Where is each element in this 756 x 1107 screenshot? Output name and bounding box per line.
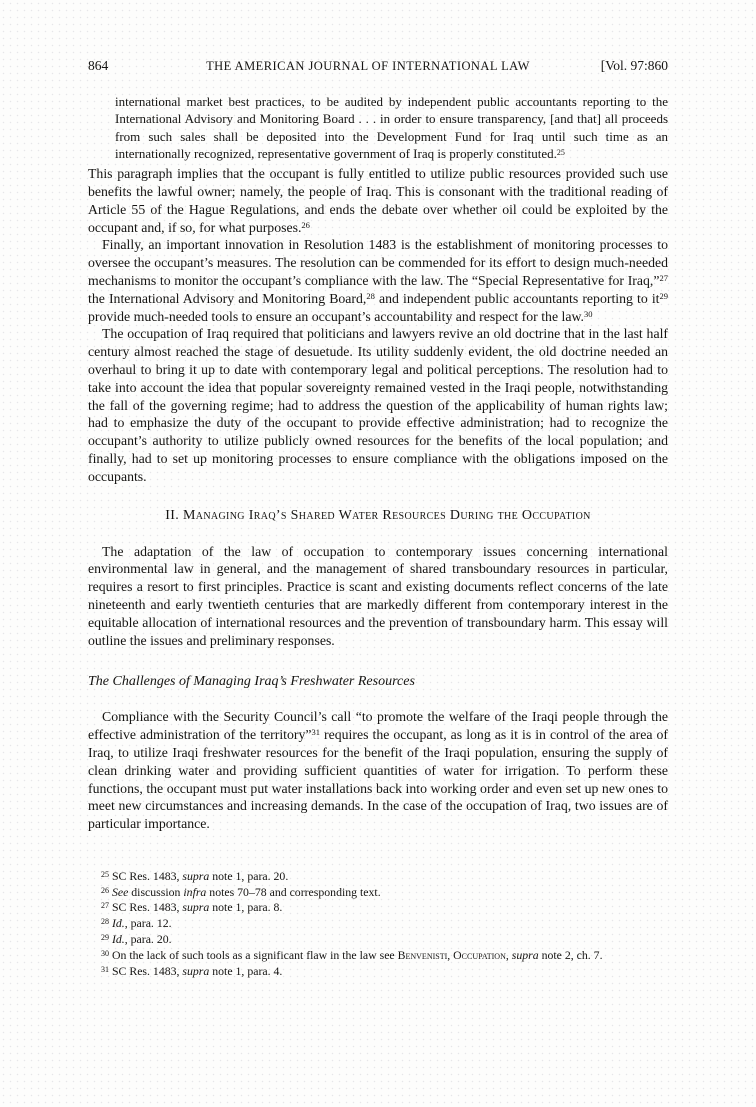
paragraph-compliance-water: Compliance with the Security Council’s call “to promote the welfare of the Iraqi people through the effective administration of the territory”$^{31}$ requires the occupant, as long as it is in control of the area of Iraq, to utilize Iraqi freshwater resources for the benefit of the Iraqi population, ensuring the supply of clean drinking water and providing sufficient quantities of water for irrigation. To perform these functions, the occupant must put water installations back into working order and even set up new ones to meet new circumstances and increasing demands. In the case of the occupation of Iraq, two issues are of particular importance. — [88, 709, 668, 832]
section-heading: II. Managing Iraq’s Shared Water Resources During the Occupation — [165, 507, 591, 523]
footnote-25: $^{25}$ SC Res. 1483, supra note 1, para. 20. — [101, 868, 289, 883]
subsection-heading: The Challenges of Managing Iraq’s Freshwater Resources — [88, 674, 415, 690]
footnote-28: $^{28}$ Id., para. 12. — [101, 916, 172, 931]
paragraph-occupation-doctrine: The occupation of Iraq required that politicians and lawyers revive an old doctrine that in the last half century almost reached the stage of desuetude. Its utility suddenly evident, the old doctrine needed an overhaul to bring it up to date with contemporary legal and political perceptions. The resolution had to take into account the idea that popular sovereignty remained vested in the Iraqi people, notwithstanding the fall of the governing regime; had to address the question of the applicability of human rights law; had to emphasize the duty of the occupant to provide effective administration; had to recognize the occupant’s authority to utilize publicly owned resources for the benefits of the local population; and finally, had to set up monitoring processes to ensure compliance with the obligations imposed on the occupants. — [88, 326, 668, 484]
footnote-30: $^{30}$ On the lack of such tools as a significant flaw in the law see Benvenisti, Occupation, supra note 2, ch. 7. — [101, 947, 603, 962]
block-quote: international market best practices, to be audited by independent public accountants reporting to the International Advisory and Monitoring Board . . . in order to ensure transparency, [and that] all proceeds from such sales shall be deposited into the Development Fund for Iraq until such time as an internationally recognized, representative government of Iraq is properly constituted.$^{25}$ — [115, 94, 668, 161]
volume-reference: [Vol. 97:860 — [600, 58, 668, 73]
paragraph-law-adaptation: The adaptation of the law of occupation to contemporary issues concerning international environmental law in general, and the management of shared transboundary resources in particular, requires a resort to first principles. Practice is scant and existing documents reflect concerns of the late nineteenth and early twentieth centuries that are markedly different from contemporary interest in the equitable allocation of international resources and the prevention of transboundary harm. This essay will outline the issues and preliminary responses. — [88, 543, 668, 648]
paragraph-monitoring-innovation: Finally, an important innovation in Resolution 1483 is the establishment of monitoring processes to oversee the occupant’s measures. The resolution can be commended for its effort to design much-needed mechanisms to monitor the occupant’s compliance with the law. The “Special Representative for Iraq,”$^{27}$ the International Advisory and Monitoring Board,$^{28}$ and independent public accountants reporting to $it^{29}$ provide much-needed tools to ensure an occupant’s accountability and respect for the law.$^{30}$ — [88, 237, 668, 324]
page-header — [88, 58, 668, 74]
footnotes-section — [88, 869, 668, 980]
footnote-27: $^{27}$ SC Res. 1483, supra note 1, para. 8. — [101, 900, 283, 915]
footnote-31: $^{31}$ SC Res. 1483, supra note 1, para. 4. — [101, 963, 283, 978]
footnote-26: $^{26}$ See discussion infra notes 70–78 and corresponding text. — [101, 884, 381, 899]
paragraph-resolution-implication: This paragraph implies that the occupant is fully entitled to utilize public resources provided such use benefits the lawful owner; namely, the people of Iraq. This is consonant with the traditional reading of Article 55 of the Hague Regulations, and ends the debate over whether oil could be exploited by the occupant and, if so, for what purposes.$^{26}$ — [88, 166, 668, 235]
page-number: 864 — [88, 58, 109, 73]
journal-title: THE AMERICAN JOURNAL OF INTERNATIONAL LAW — [206, 59, 530, 73]
footnote-29: $^{29}$ Id., para. 20. — [101, 932, 172, 947]
